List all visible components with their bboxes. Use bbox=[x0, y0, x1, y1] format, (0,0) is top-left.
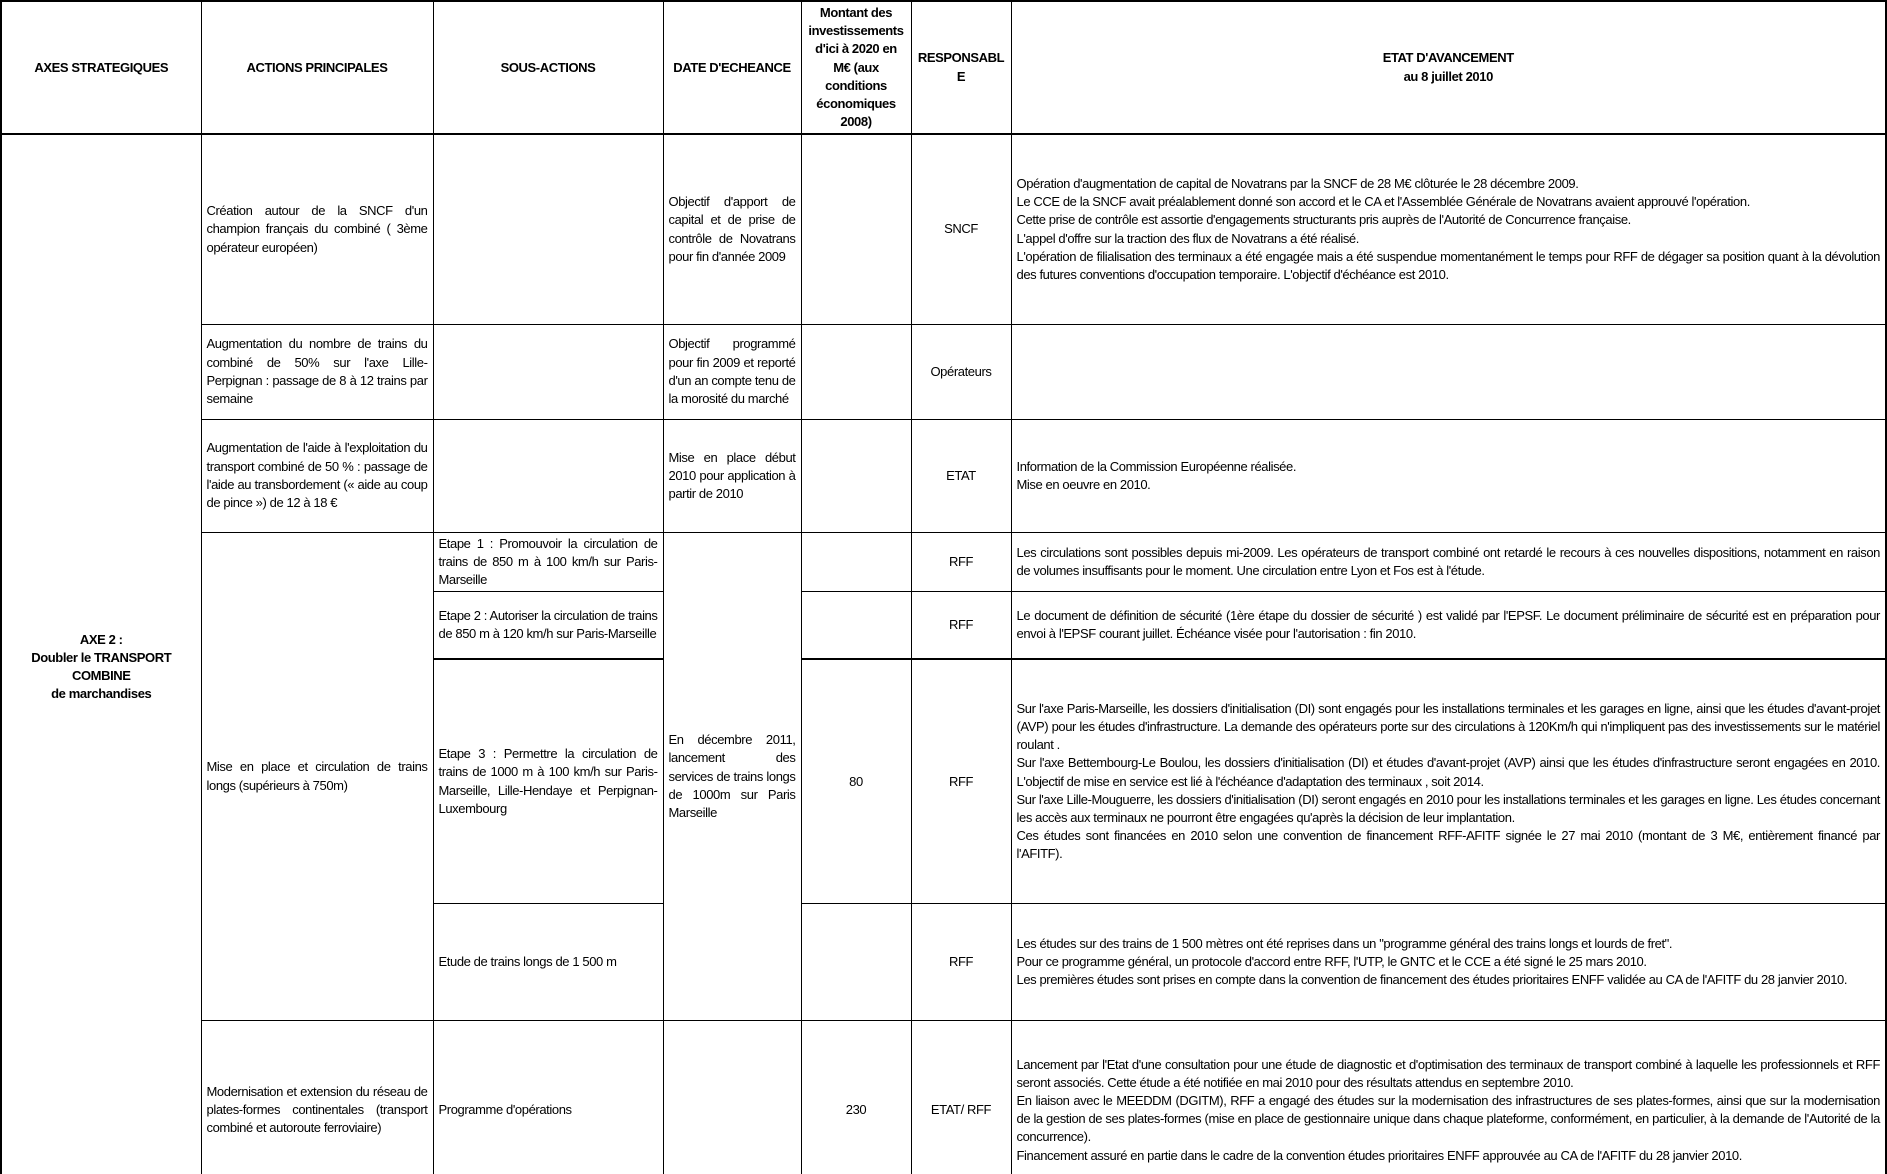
cell-responsable-r1: SNCF bbox=[911, 134, 1011, 324]
cell-etat-r2-empty bbox=[1011, 324, 1886, 419]
cell-date-trains-longs: En décembre 2011, lancement des services de trains longs de 1000m sur Paris Marseille bbox=[663, 532, 801, 1021]
cell-action-r8: Modernisation et extension du réseau de plates-formes continentales (transport combiné et autoroute ferroviaire) bbox=[201, 1021, 433, 1174]
etat-paragraph: Les premières études sont prises en compte dans la convention de financement des études prioritaires ENFF validée au CA de l'AFITF du 28 janvier 2010. bbox=[1016, 972, 1848, 988]
cell-sousaction-r1-empty bbox=[433, 134, 663, 324]
etat-paragraph: Sur l'axe Bettembourg-Le Boulou, les dossiers d'initialisation (DI) et études d'avant-projet (AVP) ainsi que les études d'infrastructure seront engagées en 2010. L'objectif de mise en service est lié à l'échéance d'adaptation des terminaux , soit 2014. bbox=[1016, 755, 1880, 789]
cell-responsable-r4: RFF bbox=[911, 532, 1011, 592]
etat-paragraph: Lancement par l'Etat d'une consultation pour une étude de diagnostic et d'optimisation des terminaux de transport combiné à laquelle les professionnels et RFF seront associés. Cette étude a été notifiée en mai 2010 pour des résultats attendus en septembre 2010. bbox=[1016, 1056, 1880, 1090]
cell-axe-2 bbox=[1, 134, 201, 1174]
etat-paragraph: Opération d'augmentation de capital de Novatrans par la SNCF de 28 M€ clôturée le 28 décembre 2009. bbox=[1016, 176, 1579, 191]
header-date-echeance: DATE D'ECHEANCE bbox=[663, 1, 801, 134]
cell-date-r1: Objectif d'apport de capital et de prise de contrôle de Novatrans pour fin d'année 2009 bbox=[663, 134, 801, 324]
cell-sousaction-r8: Programme d'opérations bbox=[433, 1021, 663, 1174]
cell-montant-r2-empty bbox=[801, 324, 911, 419]
cell-date-r2: Objectif programmé pour fin 2009 et reporté d'un an compte tenu de la morosité du marché bbox=[663, 324, 801, 419]
cell-montant-r5-empty bbox=[801, 592, 911, 659]
cell-etat-r6 bbox=[1011, 659, 1886, 904]
etat-paragraph: Le document de définition de sécurité (1ère étape du dossier de sécurité ) est validé par l'EPSF. Le document préliminaire de sécurité est en préparation pour envoi à l'EPSF courant juillet. Échéance visée pour l'autorisation : fin 2010. bbox=[1016, 607, 1880, 642]
cell-montant-r8: 230 bbox=[801, 1021, 911, 1174]
header-axes-strategiques: AXES STRATEGIQUES bbox=[1, 1, 201, 134]
etat-paragraph: Les circulations sont possibles depuis mi-2009. Les opérateurs de transport combiné ont retardé le recours à ces nouvelles dispositions, notamment en raison de volumes insuffisants pour le moment. Une circulation entre Lyon et Fos est à l'étude. bbox=[1016, 544, 1880, 579]
cell-etat-r7 bbox=[1011, 904, 1886, 1021]
cell-responsable-r6: RFF bbox=[911, 659, 1011, 904]
axe-line3: de marchandises bbox=[51, 686, 152, 702]
cell-sousaction-r2-empty bbox=[433, 324, 663, 419]
row-aide-exploitation bbox=[1, 419, 1886, 532]
etat-paragraph: Le CCE de la SNCF avait préalablement donné son accord et le CA et l'Assemblée Générale de Novatrans avaient approuvé l'opération. bbox=[1016, 194, 1750, 210]
header-row bbox=[1, 1, 1886, 134]
header-montant-investissements: Montant des investissements d'ici à 2020 en M€ (aux conditions économiques 2008) bbox=[801, 1, 911, 134]
cell-date-r8-empty bbox=[663, 1021, 801, 1174]
cell-date-r3: Mise en place début 2010 pour application à partir de 2010 bbox=[663, 419, 801, 532]
header-etat-avancement bbox=[1011, 1, 1886, 134]
cell-sousaction-etude1500: Etude de trains longs de 1 500 m bbox=[433, 904, 663, 1021]
cell-sousaction-etape1: Etape 1 : Promouvoir la circulation de trains de 850 m à 100 km/h sur Paris-Marseille bbox=[433, 532, 663, 592]
cell-action-r2: Augmentation du nombre de trains du combiné de 50% sur l'axe Lille-Perpignan : passage de 8 à 12 trains par semaine bbox=[201, 324, 433, 419]
header-etat-line1: ETAT D'AVANCEMENT bbox=[1382, 50, 1514, 66]
cell-action-r1: Création autour de la SNCF d'un champion français du combiné ( 3ème opérateur européen) bbox=[201, 134, 433, 324]
cell-montant-r6: 80 bbox=[801, 659, 911, 904]
etat-paragraph: En liaison avec le MEEDDM (DGITM), RFF a engagé des études sur la modernisation des infrastructures de ses plates-formes, ainsi que sur la modernisation de la gestion de ses plates-formes (mise en place de gestionnaire unique dans chaque plateforme, conformément, en particulier, à la demande de l'Autorité de la concurrence). bbox=[1016, 1092, 1880, 1145]
cell-action-trains-longs: Mise en place et circulation de trains longs (supérieurs à 750m) bbox=[201, 532, 433, 1021]
row-creation-sncf bbox=[1, 134, 1886, 324]
cell-responsable-r3: ETAT bbox=[911, 419, 1011, 532]
header-responsable: RESPONSABLE bbox=[911, 1, 1011, 134]
cell-etat-r8 bbox=[1011, 1021, 1886, 1174]
header-actions-principales: ACTIONS PRINCIPALES bbox=[201, 1, 433, 134]
header-etat-line2: au 8 juillet 2010 bbox=[1403, 68, 1493, 84]
row-etape-1 bbox=[1, 532, 1886, 592]
cell-responsable-r7: RFF bbox=[911, 904, 1011, 1021]
row-augmentation-trains bbox=[1, 324, 1886, 419]
cell-responsable-r5: RFF bbox=[911, 592, 1011, 659]
cell-sousaction-etape2: Etape 2 : Autoriser la circulation de trains de 850 m à 120 km/h sur Paris-Marseille bbox=[433, 592, 663, 659]
axe-line2: Doubler le TRANSPORT COMBINE bbox=[31, 649, 172, 684]
cell-etat-r1 bbox=[1011, 134, 1886, 324]
cell-sousaction-r3-empty bbox=[433, 419, 663, 532]
cell-sousaction-etape3: Etape 3 : Permettre la circulation de trains de 1000 m à 100 km/h sur Paris-Marseille, Lille-Hendaye et Perpignan-Luxembourg bbox=[433, 659, 663, 904]
cell-etat-r5 bbox=[1011, 592, 1886, 659]
etat-paragraph: Sur l'axe Lille-Mouguerre, les dossiers d'initialisation (DI) seront engagés en 2010 pour les installations terminales et les garages en ligne. Les études concernant les accès aux terminaux ne pourront être engagées qu'après la décision de leur implantation. bbox=[1016, 791, 1880, 825]
axe-line1: AXE 2 : bbox=[79, 631, 123, 647]
etat-paragraph: Mise en oeuvre en 2010. bbox=[1016, 476, 1151, 492]
cell-montant-r3-empty bbox=[801, 419, 911, 532]
cell-montant-r1-empty bbox=[801, 134, 911, 324]
row-modernisation-plateformes bbox=[1, 1021, 1886, 1174]
etat-paragraph: L'appel d'offre sur la traction des flux de Novatrans a été réalisé. bbox=[1016, 230, 1359, 246]
etat-paragraph: L'opération de filialisation des terminaux a été engagée mais a été suspendue momentanément le temps pour RFF de dégager sa position quant à la dévolution des futures conventions d'occupation temporaire. L'objectif d'échéance est 2010. bbox=[1016, 248, 1880, 282]
etat-paragraph: Pour ce programme général, un protocole d'accord entre RFF, l'UTP, le GNTC et le CCE a été signé le 25 mars 2010. bbox=[1016, 954, 1647, 970]
cell-responsable-r8: ETAT/ RFF bbox=[911, 1021, 1011, 1174]
cell-montant-r7-empty bbox=[801, 904, 911, 1021]
etat-paragraph: Sur l'axe Paris-Marseille, les dossiers d'initialisation (DI) sont engagés pour les installations terminales et les garages en ligne, ainsi que les études d'avant-projet (AVP) pour les études d'infrastructure. La demande des opérateurs porte sur des circulations à 120Km/h qui n'impliquent pas des investissements sur le matériel roulant . bbox=[1016, 700, 1880, 753]
etat-paragraph: Ces études sont financées en 2010 selon une convention de financement RFF-AFITF signée le 27 mai 2010 (montant de 3 M€, entièrement financé par l'AFITF). bbox=[1016, 828, 1880, 862]
header-sous-actions: SOUS-ACTIONS bbox=[433, 1, 663, 134]
cell-etat-r3 bbox=[1011, 419, 1886, 532]
cell-action-r3: Augmentation de l'aide à l'exploitation du transport combiné de 50 % : passage de l'aide au transbordement (« aide au coup de pince ») de 12 à 18 € bbox=[201, 419, 433, 532]
etat-paragraph: Financement assuré en partie dans le cadre de la convention études prioritaires ENFF approuvée au CA de l'AFITF du 28 janvier 2010. bbox=[1016, 1147, 1742, 1163]
etat-paragraph: Cette prise de contrôle est assortie d'engagements structurants pris auprès de l'Autorité de Concurrence française. bbox=[1016, 212, 1631, 228]
cell-etat-r4 bbox=[1011, 532, 1886, 592]
etat-paragraph: Les études sur des trains de 1 500 mètres ont été reprises dans un "programme général des trains longs et lourds de fret". bbox=[1016, 936, 1673, 952]
cell-responsable-r2: Opérateurs bbox=[911, 324, 1011, 419]
etat-paragraph: Information de la Commission Européenne réalisée. bbox=[1016, 458, 1297, 474]
cell-montant-r4-empty bbox=[801, 532, 911, 592]
